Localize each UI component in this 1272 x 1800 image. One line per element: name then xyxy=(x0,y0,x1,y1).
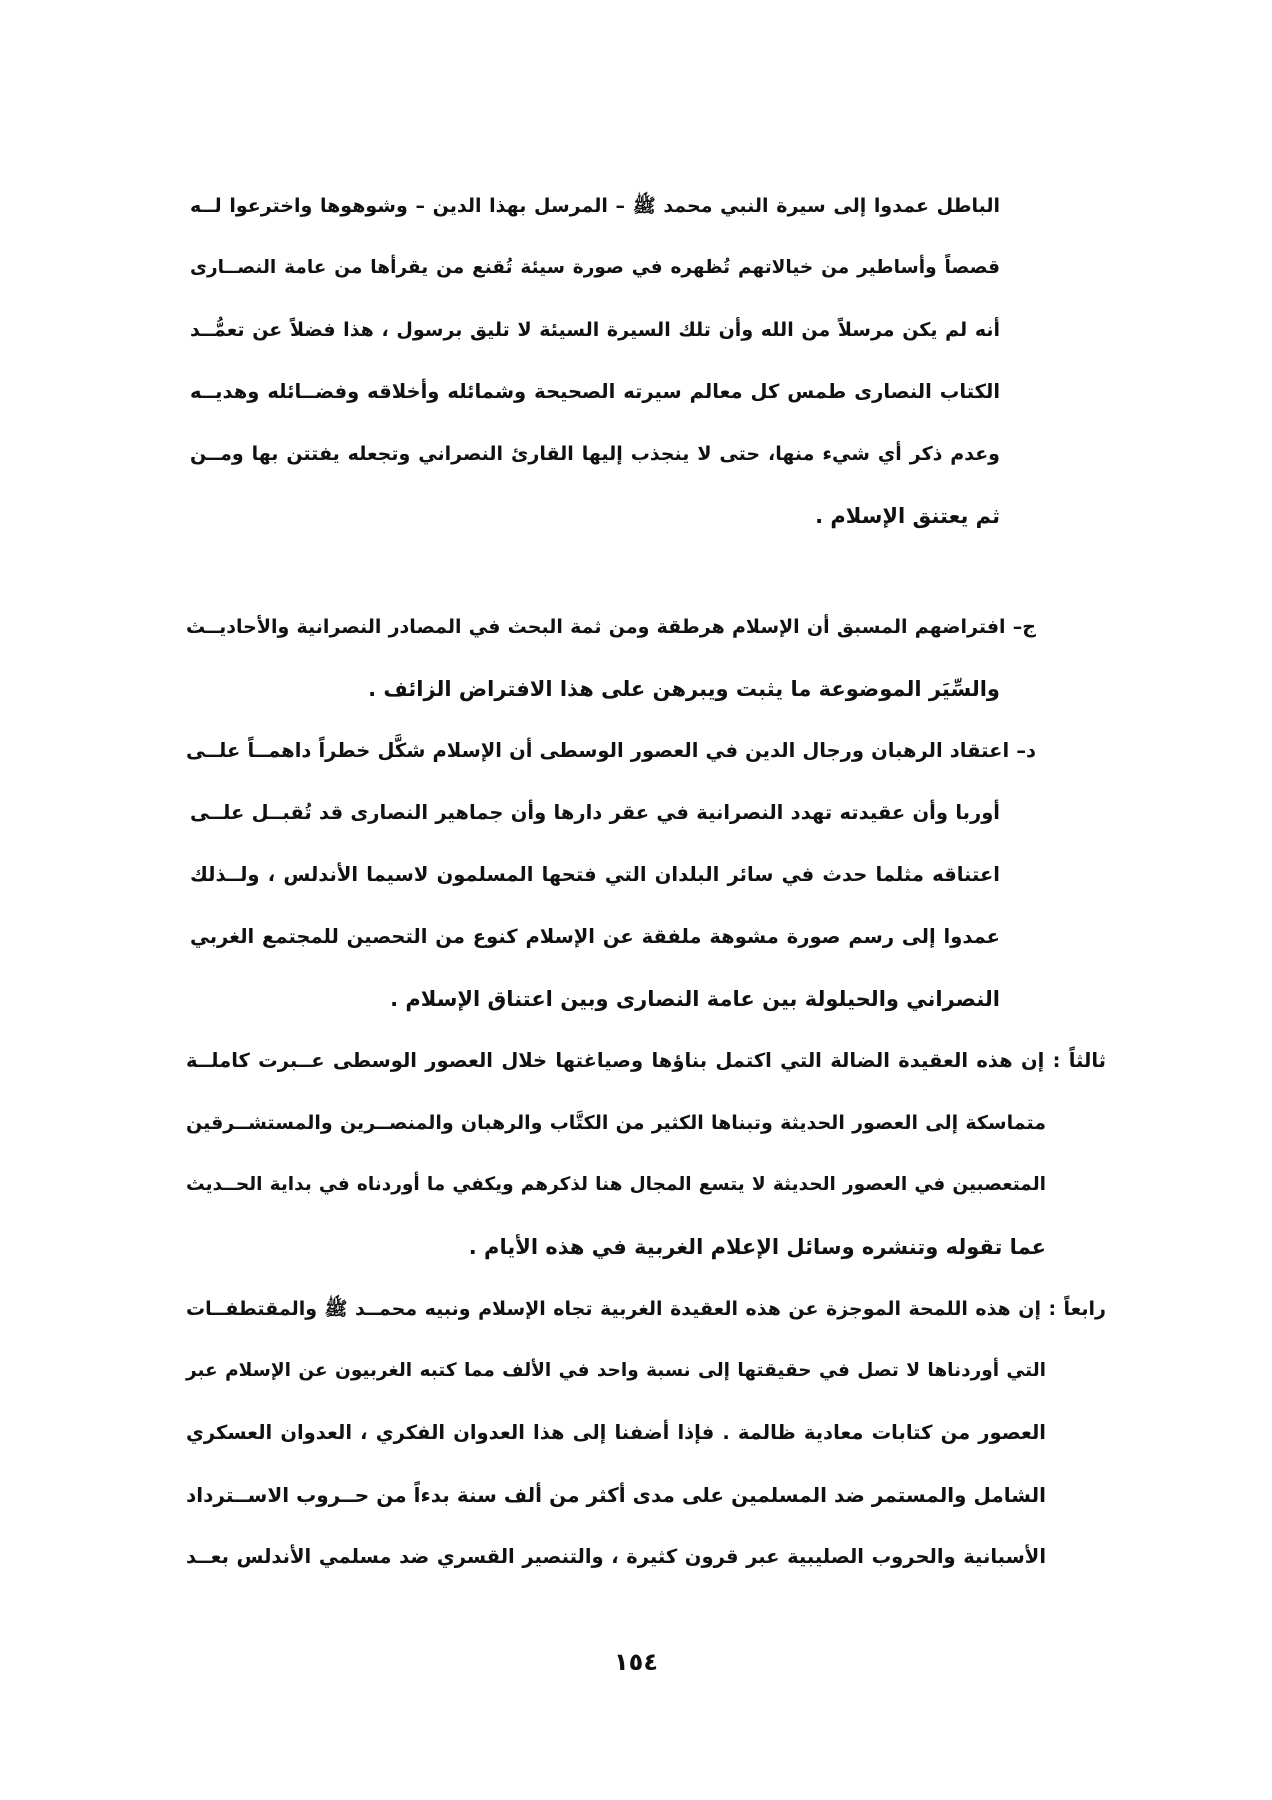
text-line: المتعصبين في العصور الحديثة لا يتسع المجال هنا لذكرهم ويكفي ما أوردناه في بداية الحــديث xyxy=(186,1174,1046,1195)
list-item-dal-body xyxy=(190,782,1000,1030)
text-line: العصور من كتابات معادية ظالمة . فإذا أضفنا إلى هذا العدوان الفكري ، العدوان العسكري xyxy=(186,1421,1046,1444)
list-item-dal-heading xyxy=(186,720,1036,782)
text-line: رابعاً : إن هذه اللمحة الموجزة عن هذه العقيدة الغربية تجاه الإسلام ونبيه محمــد ﷺ والمقتطفــات xyxy=(186,1298,1106,1320)
text-line: الكتاب النصارى طمس كل معالم سيرته الصحيحة وشمائله وأخلاقه وفضــائله وهديــه xyxy=(190,380,1000,403)
text-line: الباطل عمدوا إلى سيرة النبي محمد ﷺ – المرسل بهذا الدين – وشوهوها واخترعوا لــه xyxy=(190,195,1000,217)
list-item-jeem-heading xyxy=(186,596,1036,658)
text-line: وعدم ذكر أي شيء منها، حتى لا ينجذب إليها القارئ النصراني وتجعله يفتتن بها ومــن xyxy=(190,443,1000,465)
paragraph-intro-continuation xyxy=(190,175,1000,547)
text-line: قصصاً وأساطير من خيالاتهم تُظهره في صورة سيئة تُقنع من يقرأها من عامة النصــارى xyxy=(190,257,1000,278)
page-number: ١٥٤ xyxy=(614,1648,658,1676)
text-line: عمدوا إلى رسم صورة مشوهة ملفقة عن الإسلام كنوع من التحصين للمجتمع الغربي xyxy=(190,925,1000,948)
section-third-heading xyxy=(186,1030,1106,1092)
text-line: اعتناقه مثلما حدث في سائر البلدان التي فتحها المسلمون لاسيما الأندلس ، ولــذلك xyxy=(190,863,1000,886)
section-fourth-heading xyxy=(186,1278,1106,1340)
text-line: ثم يعتنق الإسلام . xyxy=(815,504,1000,528)
text-line: عما تقوله وتنشره وسائل الإعلام الغربية في هذه الأيام . xyxy=(468,1235,1046,1259)
text-line: متماسكة إلى العصور الحديثة وتبناها الكثير من الكتَّاب والرهبان والمنصــرين والمستشــرقين xyxy=(186,1112,1046,1134)
text-line: التي أوردناها لا تصل في حقيقتها إلى نسبة واحد في الألف مما كتبه الغربيون عن الإسلام عبر xyxy=(186,1360,1046,1381)
text-line: النصراني والحيلولة بين عامة النصارى وبين اعتناق الإسلام . xyxy=(390,987,1000,1011)
text-line: ثالثاً : إن هذه العقيدة الضالة التي اكتمل بناؤها وصياغتها خلال العصور الوسطى عــبرت كاملــة xyxy=(186,1049,1106,1072)
text-line: الشامل والمستمر ضد المسلمين على مدى أكثر من ألف سنة بدءاً من حــروب الاســترداد xyxy=(186,1483,1046,1507)
section-third-body xyxy=(186,1092,1046,1278)
section-fourth-body xyxy=(186,1340,1046,1588)
text-line: ج– افتراضهم المسبق أن الإسلام هرطقة ومن ثمة البحث في المصادر النصرانية والأحاديــث xyxy=(186,616,1036,638)
list-item-jeem-body xyxy=(190,658,1000,720)
text-line: أوربا وأن عقيدته تهدد النصرانية في عقر دارها وأن جماهير النصارى قد تُقبــل علــى xyxy=(190,801,1000,824)
text-line: د– اعتقاد الرهبان ورجال الدين في العصور الوسطى أن الإسلام شكَّل خطراً داهمــاً علــى xyxy=(186,739,1036,762)
text-line: والسِّيَر الموضوعة ما يثبت ويبرهن على هذا الافتراض الزائف . xyxy=(368,677,1000,701)
text-line: أنه لم يكن مرسلاً من الله وأن تلك السيرة السيئة لا تليق برسول ، هذا فضلاً عن تعمُّــد xyxy=(190,319,1000,341)
text-line: الأسبانية والحروب الصليبية عبر قرون كثيرة ، والتنصير القسري ضد مسلمي الأندلس بعــد xyxy=(186,1545,1046,1568)
